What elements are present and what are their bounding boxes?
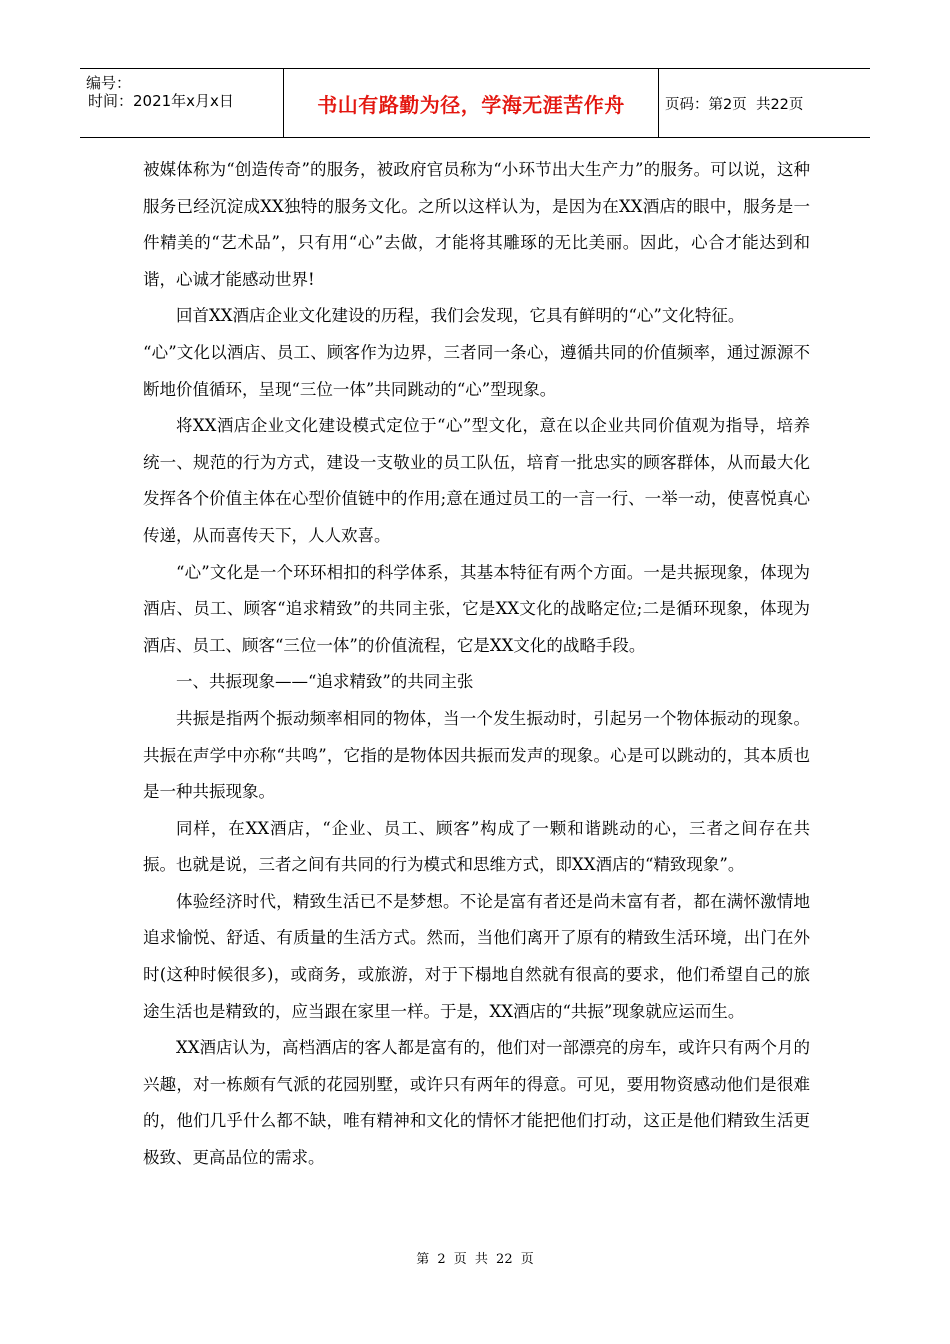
- paragraph: 被媒体称为“创造传奇”的服务，被政府官员称为“小环节出大生产力”的服务。可以说，这种服务已经沉淀成XX独特的服务文化。之所以这样认为，是因为在XX酒店的眼中，服务是一件精美的“艺术品”，只有用“心”去做，才能将其雕琢的无比美丽。因此，心合才能达到和谐，心诚才能感动世界!: [143, 160, 810, 289]
- header-motto-cell: [284, 69, 659, 137]
- section-heading: 一、共振现象——“追求精致”的共同主张: [176, 672, 474, 692]
- paragraph: XX酒店认为，高档酒店的客人都是富有的，他们对一部漂亮的房车，或许只有两个月的兴趣，对一栋颇有气派的花园别墅，或许只有两年的得意。可见，要用物资感动他们是很难的，他们几乎什么都不缺，唯有精神和文化的情怀才能把他们打动，这正是他们精致生活更极致、更高品位的需求。: [143, 1038, 810, 1168]
- paragraph: 同样，在XX酒店，“企业、员工、顾客”构成了一颗和谐跳动的心，三者之间存在共振。也就是说，三者之间有共同的行为模式和思维方式，即XX酒店的“精致现象”。: [143, 818, 810, 875]
- page-header: [80, 68, 870, 138]
- paragraph: 体验经济时代，精致生活已不是梦想。不论是富有者还是尚未富有者，都在满怀激情地追求愉悦、舒适、有质量的生活方式。然而，当他们离开了原有的精致生活环境，出门在外时(这种时候很多)，或商务，或旅游，对于下榻地自然就有很高的要求，他们希望自己的旅途生活也是精致的，应当跟在家里一样。于是，XX酒店的“共振”现象就应运而生。: [143, 891, 810, 1021]
- paragraph: 将XX酒店企业文化建设模式定位于“心”型文化，意在以企业共同价值观为指导，培养统一、规范的行为方式，建设一支敬业的员工队伍，培育一批忠实的顾客群体，从而最大化发挥各个价值主体在心型价值链中的作用;意在通过员工的一言一行、一举一动，使喜悦真心传递，从而喜传天下，人人欢喜。: [143, 416, 810, 545]
- header-page-info: 页码：第2页 共22页: [665, 96, 804, 113]
- paragraph: 回首XX酒店企业文化建设的历程，我们会发现，它具有鲜明的“心”文化特征。: [176, 306, 745, 326]
- paragraph: “心”文化是一个环环相扣的科学体系，其基本特征有两个方面。一是共振现象，体现为酒店、员工、顾客“追求精致”的共同主张，它是XX文化的战略定位;二是循环现象，体现为酒店、员工、顾客“三位一体”的价值流程，它是XX文化的战略手段。: [143, 562, 810, 655]
- page-footer: 第 2 页 共 22 页: [416, 1252, 534, 1267]
- paragraph: “心”文化以酒店、员工、顾客作为边界，三者同一条心，遵循共同的价值频率，通过源源不断地价值循环，呈现“三位一体”共同跳动的“心”型现象。: [143, 342, 810, 399]
- motto-text: 书山有路勤为径，学海无涯苦作舟: [317, 92, 625, 117]
- paragraph: 共振是指两个振动频率相同的物体，当一个发生振动时，引起另一个物体振动的现象。共振在声学中亦称“共鸣”，它指的是物体因共振而发声的现象。心是可以跳动的，其本质也是一种共振现象。: [143, 708, 810, 802]
- header-left-cell: [80, 69, 284, 137]
- document-body: [143, 152, 810, 1177]
- code-label: 编号：: [86, 74, 132, 92]
- time-label: 时间：2021年x月x日: [88, 92, 234, 110]
